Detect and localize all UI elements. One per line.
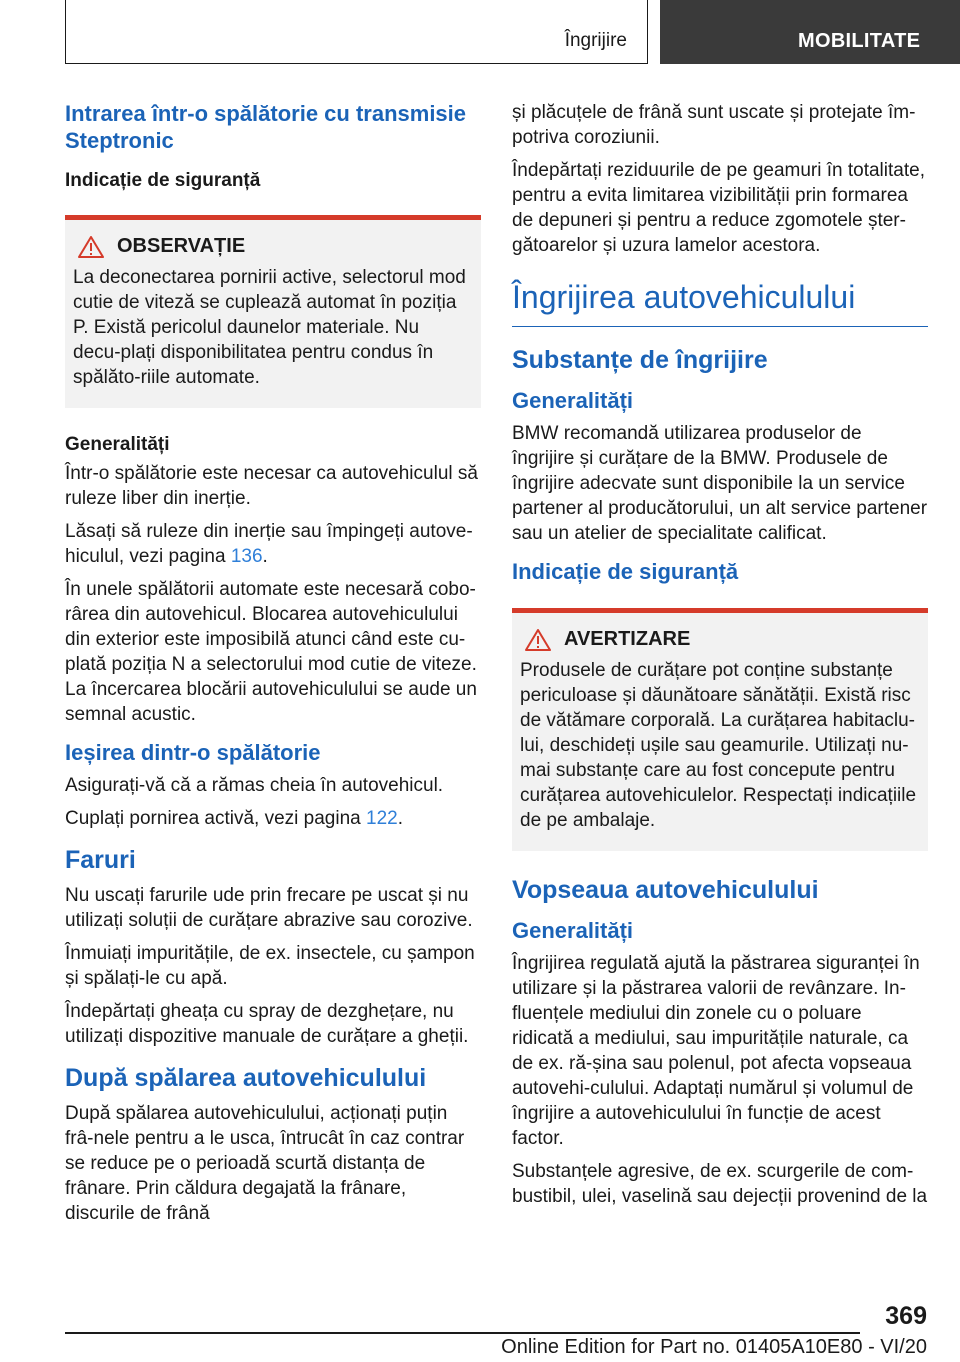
heading-vehicle-paint: Vopseaua autovehiculului	[512, 876, 819, 904]
observation-header	[73, 234, 471, 259]
paragraph: În unele spălătorii automate este necesară cobo-rârea din autovehicul. Blocarea autovehiculului din exterior este imposibilă atunci când este cu-plată poziția N a selectorului mod cutie de viteze. La încercarea blocării autovehiculului se aude un semnal acustic.	[65, 579, 477, 725]
warning-text: Produsele de curățare pot conține substanțe periculoase și dăunătoare sănătății. Există risc de vătămare corporală. La curățarea habitaclu-lui, deschideți ușile sau geamurile. Utilizați nu-mai substanțe care au fost concepute pentru curățarea autovehiculelor. Respectați indicațiile de pe ambalaje.	[520, 660, 917, 831]
warning-title: AVERTIZARE	[564, 628, 691, 650]
paragraph-text: .	[397, 808, 403, 829]
heading-general: Generalități	[512, 918, 634, 943]
left-column	[65, 100, 481, 1234]
observation-box	[65, 215, 481, 408]
right-column	[512, 100, 928, 1217]
paragraph: Îngrijirea regulată ajută la păstrarea siguranței în utilizare și la păstrarea valorii de revânzare. In-fluențele mediului din zonele cu o poluare ridicată a mediului, sau impuritățile naturale, ca de ex. ră-șina sau polenul, pot afecta vopseaua autovehi-culului. Adaptați numărul și volumul de îngrijire a autovehiculului în funcție de acest factor.	[512, 953, 920, 1149]
footer-edition: Online Edition for Part no. 01405A10E80 - VI/20	[501, 1336, 927, 1358]
paragraph: Îndepărtați gheața cu spray de dezghețare, nu utilizați dispozitive manuale de curățare a gheții.	[65, 1001, 469, 1047]
header-section-title: Îngrijire	[564, 30, 627, 51]
observation-text: La deconectarea pornirii active, selectorul mod cutie de viteză se cuplează automat în poziția P. Există pericolul daunelor materiale. Nu decu-plați disponibilitatea pentru condus în spălăto-riile automate.	[73, 267, 466, 388]
heading-exit-wash: Ieșirea dintr-o spălătorie	[65, 740, 321, 765]
heading-wash-steptronic: Intrarea într-o spălătorie cu transmisie Steptronic	[65, 101, 467, 153]
heading-vehicle-care: Îngrijirea autovehiculului	[512, 278, 928, 327]
page-link-122[interactable]: 122	[366, 808, 398, 829]
paragraph: BMW recomandă utilizarea produselor de îngrijire și curățare de la BMW. Produsele de îngrijire adecvate sunt disponibile la un service partener al producătorului, un alt service partener sau un atelier de specialitate calificat.	[512, 423, 928, 544]
warning-triangle-icon	[524, 628, 552, 652]
heading-after-wash: După spălarea autovehiculului	[65, 1064, 427, 1092]
observation-title: OBSERVAȚIE	[117, 235, 246, 257]
paragraph-text: .	[262, 546, 268, 567]
paragraph-with-link	[65, 519, 481, 569]
paragraph-with-link	[65, 806, 481, 831]
heading-general: Generalități	[65, 434, 170, 455]
heading-care-products: Substanțe de îngrijire	[512, 346, 768, 374]
paragraph-text: Cuplați pornirea activă, vezi pagina	[65, 808, 367, 829]
paragraph: După spălarea autovehiculului, acționați puțin frâ-nele pentru a le usca, întrucât în caz contrar se reduce pe o perioadă scurtă distanța de frânare. Prin căldura degajată la frânare, discurile de frână	[65, 1103, 465, 1224]
heading-safety-note: Indicație de siguranță	[65, 170, 261, 191]
heading-headlights: Faruri	[65, 846, 136, 874]
footer-divider	[65, 1332, 860, 1334]
warning-triangle-icon	[77, 235, 105, 259]
paragraph: și plăcuțele de frână sunt uscate și protejate îm-potriva coroziunii.	[512, 102, 916, 148]
header-section-tab	[65, 0, 648, 64]
page-link-136[interactable]: 136	[230, 546, 263, 567]
header-chapter-tab	[660, 0, 960, 64]
paragraph: Asigurați-vă că a rămas cheia în autovehicul.	[65, 775, 444, 796]
heading-general: Generalități	[512, 388, 634, 413]
paragraph: Înmuiați impuritățile, de ex. insectele, cu șampon și spălați-le cu apă.	[65, 943, 475, 989]
paragraph: Substanțele agresive, de ex. scurgerile de com-bustibil, ulei, vaselină sau dejecții provenind de la	[512, 1161, 928, 1207]
warning-header	[520, 627, 918, 652]
paragraph: Într-o spălătorie este necesar ca autovehiculul să ruleze liber din inerție.	[65, 463, 478, 509]
header-chapter-title: MOBILITATE	[798, 30, 921, 52]
warning-box	[512, 608, 928, 851]
paragraph: Îndepărtați reziduurile de pe geamuri în totalitate, pentru a evita limitarea vizibilității prin formarea de depuneri și pentru a reduce zgomotele șter-gătoarelor și uzura lamelor acestora.	[512, 160, 925, 256]
paragraph: Nu uscați farurile ude prin frecare pe uscat și nu utilizați soluții de curățare abrazive sau corozive.	[65, 885, 473, 931]
heading-safety-note: Indicație de siguranță	[512, 559, 739, 584]
page-number: 369	[885, 1302, 927, 1330]
paragraph-text: Lăsați să ruleze din inerție sau împingeți autove-hiculul, vezi pagina	[65, 521, 473, 567]
